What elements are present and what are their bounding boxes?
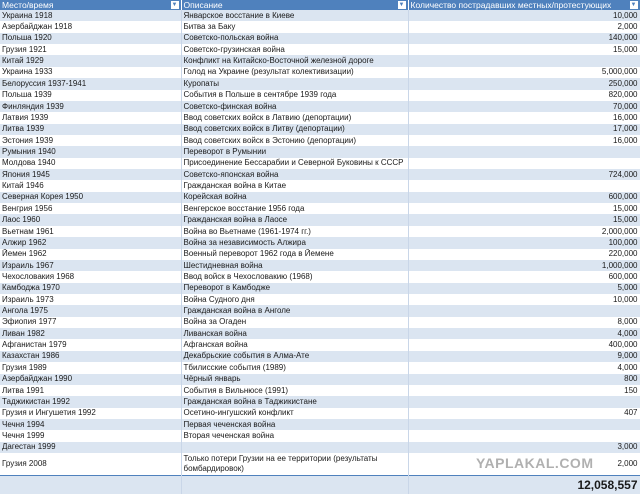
cell-place-time[interactable]: Литва 1991 — [0, 385, 181, 396]
cell-place-time[interactable]: Северная Корея 1950 — [0, 192, 181, 203]
cell-description[interactable]: Первая чеченская война — [181, 419, 408, 430]
cell-count[interactable]: 2,000 — [408, 453, 640, 476]
cell-place-time[interactable]: Венгрия 1956 — [0, 203, 181, 214]
cell-description[interactable]: Ливанская война — [181, 328, 408, 339]
table-row — [0, 260, 640, 271]
cell-count[interactable]: 15,000 — [408, 214, 640, 225]
cell-place-time[interactable]: Азербайджан 1918 — [0, 21, 181, 32]
header-count-label: Количество пострадавших местных/протестующих — [410, 0, 612, 10]
cell-description[interactable]: Война за независимость Алжира — [181, 237, 408, 248]
cell-place-time[interactable]: Дагестан 1999 — [0, 442, 181, 453]
total-empty-cell[interactable] — [0, 476, 181, 495]
table-row — [0, 67, 640, 78]
cell-description[interactable]: Декабрьские события в Алма-Ате — [181, 351, 408, 362]
cell-place-time[interactable]: Азербайджан 1990 — [0, 374, 181, 385]
cell-description[interactable]: Война во Вьетнаме (1961-1974 гг.) — [181, 226, 408, 237]
header-row — [0, 0, 640, 10]
cell-place-time[interactable]: Лаос 1960 — [0, 214, 181, 225]
cell-description[interactable]: Переворот в Камбодже — [181, 283, 408, 294]
cell-count[interactable]: 16,000 — [408, 112, 640, 123]
cell-description[interactable]: Ввод советских войск в Литву (депортации) — [181, 124, 408, 135]
cell-place-time[interactable]: Грузия и Ингушетия 1992 — [0, 408, 181, 419]
cell-description[interactable]: Война Судного дня — [181, 294, 408, 305]
header-count[interactable] — [408, 0, 640, 10]
watermark: YAPLAKAL.COM — [476, 455, 594, 471]
cell-place-time[interactable]: Грузия 2008 — [0, 453, 181, 476]
cell-place-time[interactable]: Чечня 1994 — [0, 419, 181, 430]
cell-count[interactable]: 3,000 — [408, 442, 640, 453]
cell-place-time[interactable]: Китай 1946 — [0, 180, 181, 191]
cell-place-time[interactable]: Грузия 1989 — [0, 362, 181, 373]
cell-count[interactable]: 800 — [408, 374, 640, 385]
table-row — [0, 169, 640, 180]
cell-count[interactable] — [408, 158, 640, 169]
table-row — [0, 283, 640, 294]
cell-place-time[interactable]: Вьетнам 1961 — [0, 226, 181, 237]
cell-count[interactable] — [408, 55, 640, 66]
table-row — [0, 294, 640, 305]
table-row — [0, 203, 640, 214]
cell-place-time[interactable]: Финляндия 1939 — [0, 101, 181, 112]
cell-count[interactable]: 820,000 — [408, 90, 640, 101]
table-row — [0, 226, 640, 237]
total-value[interactable]: 12,058,557 — [408, 476, 640, 495]
cell-place-time[interactable]: Молдова 1940 — [0, 158, 181, 169]
cell-place-time[interactable]: Казахстан 1986 — [0, 351, 181, 362]
cell-description[interactable]: Гражданская война в Китае — [181, 180, 408, 191]
table-row — [0, 385, 640, 396]
cell-description[interactable]: Тбилисские события (1989) — [181, 362, 408, 373]
table-row — [0, 90, 640, 101]
cell-description[interactable]: Гражданская война в Анголе — [181, 305, 408, 316]
cell-description[interactable]: Советско-грузинская война — [181, 44, 408, 55]
cell-count[interactable]: 724,000 — [408, 169, 640, 180]
cell-place-time[interactable]: Эфиопия 1977 — [0, 317, 181, 328]
table-row — [0, 44, 640, 55]
table-row — [0, 249, 640, 260]
cell-description[interactable]: Гражданская война в Лаосе — [181, 214, 408, 225]
table-row — [0, 55, 640, 66]
table-row — [0, 419, 640, 430]
total-empty-cell[interactable] — [181, 476, 408, 495]
cell-description[interactable]: Корейская война — [181, 192, 408, 203]
filter-dropdown-icon[interactable]: ▼ — [398, 2, 405, 8]
table-row — [0, 135, 640, 146]
cell-count[interactable]: 8,000 — [408, 317, 640, 328]
cell-place-time[interactable]: Польша 1920 — [0, 33, 181, 44]
cell-description[interactable]: Вторая чеченская война — [181, 430, 408, 441]
filter-dropdown-icon[interactable]: ▼ — [630, 2, 637, 8]
cell-count[interactable] — [408, 396, 640, 407]
cell-count[interactable]: 4,000 — [408, 362, 640, 373]
cell-place-time[interactable]: Китай 1929 — [0, 55, 181, 66]
cell-count[interactable]: 70,000 — [408, 101, 640, 112]
cell-count[interactable] — [408, 180, 640, 191]
cell-place-time[interactable]: Йемен 1962 — [0, 249, 181, 260]
table-row — [0, 180, 640, 191]
cell-description[interactable]: Ввод войск в Чехословакию (1968) — [181, 271, 408, 282]
table-row — [0, 430, 640, 441]
table-row — [0, 351, 640, 362]
table-row — [0, 112, 640, 123]
table-row — [0, 214, 640, 225]
cell-description[interactable] — [181, 442, 408, 453]
table-row — [0, 146, 640, 157]
cell-count[interactable]: 4,000 — [408, 328, 640, 339]
cell-description[interactable]: События в Вильнюсе (1991) — [181, 385, 408, 396]
cell-count[interactable]: 250,000 — [408, 78, 640, 89]
cell-description[interactable]: Ввод советских войск в Латвию (депортации) — [181, 112, 408, 123]
cell-count[interactable]: 9,000 — [408, 351, 640, 362]
cell-description[interactable]: Только потери Грузии на ее территории (результаты бомбардировок) — [181, 453, 408, 476]
cell-place-time[interactable]: Эстония 1939 — [0, 135, 181, 146]
cell-count[interactable]: 15,000 — [408, 203, 640, 214]
cell-description[interactable]: Советско-польская война — [181, 33, 408, 44]
cell-place-time[interactable]: Алжир 1962 — [0, 237, 181, 248]
cell-count[interactable]: 407 — [408, 408, 640, 419]
cell-count[interactable]: 150 — [408, 385, 640, 396]
table-row — [0, 271, 640, 282]
table-row — [0, 237, 640, 248]
cell-count[interactable] — [408, 419, 640, 430]
cell-place-time[interactable]: Израиль 1973 — [0, 294, 181, 305]
filter-dropdown-icon[interactable]: ▼ — [171, 2, 178, 8]
cell-place-time[interactable]: Израиль 1967 — [0, 260, 181, 271]
table-row — [0, 374, 640, 385]
cell-count[interactable]: 1,000,000 — [408, 260, 640, 271]
cell-place-time[interactable]: Афганистан 1979 — [0, 339, 181, 350]
table-row — [0, 328, 640, 339]
cell-place-time[interactable]: Грузия 1921 — [0, 44, 181, 55]
cell-place-time[interactable]: Белоруссия 1937-1941 — [0, 78, 181, 89]
cell-count[interactable]: 10,000 — [408, 10, 640, 21]
cell-count[interactable]: 10,000 — [408, 294, 640, 305]
cell-count[interactable] — [408, 146, 640, 157]
table-row — [0, 408, 640, 419]
table-row — [0, 192, 640, 203]
table-row — [0, 396, 640, 407]
cell-description[interactable]: Присоединение Бессарабии и Северной Буковины к СССР — [181, 158, 408, 169]
cell-count[interactable] — [408, 305, 640, 316]
cell-place-time[interactable]: Латвия 1939 — [0, 112, 181, 123]
cell-description[interactable]: Война за Огаден — [181, 317, 408, 328]
table-row — [0, 21, 640, 32]
cell-count[interactable]: 400,000 — [408, 339, 640, 350]
cell-count[interactable]: 16,000 — [408, 135, 640, 146]
cell-place-time[interactable]: Ангола 1975 — [0, 305, 181, 316]
cell-place-time[interactable]: Украина 1933 — [0, 67, 181, 78]
cell-description[interactable]: Конфликт на Китайско-Восточной железной дороге — [181, 55, 408, 66]
cell-place-time[interactable]: Чехословакия 1968 — [0, 271, 181, 282]
cell-place-time[interactable]: Таджикистан 1992 — [0, 396, 181, 407]
cell-place-time[interactable]: Румыния 1940 — [0, 146, 181, 157]
cell-description[interactable]: Советско-японская война — [181, 169, 408, 180]
table-row — [0, 317, 640, 328]
header-description-label: Описание — [183, 0, 223, 10]
cell-description[interactable]: Осетино-ингушский конфликт — [181, 408, 408, 419]
cell-place-time[interactable]: Чечня 1999 — [0, 430, 181, 441]
cell-place-time[interactable]: Литва 1939 — [0, 124, 181, 135]
table-row — [0, 101, 640, 112]
table-row — [0, 158, 640, 169]
header-place-time[interactable] — [0, 0, 181, 10]
header-place-time-label: Место/время — [2, 0, 54, 10]
cell-count[interactable]: 140,000 — [408, 33, 640, 44]
table-row — [0, 305, 640, 316]
cell-count[interactable]: 600,000 — [408, 271, 640, 282]
cell-description[interactable]: Голод на Украине (результат колективизации) — [181, 67, 408, 78]
cell-count[interactable]: 600,000 — [408, 192, 640, 203]
cell-place-time[interactable]: Украина 1918 — [0, 10, 181, 21]
cell-description[interactable]: Переворот в Румынии — [181, 146, 408, 157]
header-description[interactable] — [181, 0, 408, 10]
cell-description[interactable]: Ввод советских войск в Эстонию (депортации) — [181, 135, 408, 146]
cell-description[interactable]: Шестидневная война — [181, 260, 408, 271]
cell-place-time[interactable]: Польша 1939 — [0, 90, 181, 101]
table-row — [0, 362, 640, 373]
cell-count[interactable]: 2,000,000 — [408, 226, 640, 237]
cell-count[interactable]: 5,000,000 — [408, 67, 640, 78]
cell-description[interactable]: Советско-финская война — [181, 101, 408, 112]
cell-description[interactable]: Январское восстание в Киеве — [181, 10, 408, 21]
table-body — [0, 10, 640, 494]
cell-count[interactable]: 220,000 — [408, 249, 640, 260]
table-row — [0, 339, 640, 350]
cell-description[interactable]: Афганская война — [181, 339, 408, 350]
total-row — [0, 476, 640, 495]
cell-description[interactable]: Куропаты — [181, 78, 408, 89]
cell-place-time[interactable]: Камбоджа 1970 — [0, 283, 181, 294]
cell-place-time[interactable]: Ливан 1982 — [0, 328, 181, 339]
cell-count[interactable]: 100,000 — [408, 237, 640, 248]
cell-description[interactable]: Битва за Баку — [181, 21, 408, 32]
cell-place-time[interactable]: Япония 1945 — [0, 169, 181, 180]
cell-description[interactable]: События в Польше в сентябре 1939 года — [181, 90, 408, 101]
cell-description[interactable]: Венгерское восстание 1956 года — [181, 203, 408, 214]
cell-count[interactable]: 17,000 — [408, 124, 640, 135]
cell-count[interactable]: 5,000 — [408, 283, 640, 294]
table-row — [0, 124, 640, 135]
cell-count[interactable]: 2,000 — [408, 21, 640, 32]
cell-count[interactable]: 15,000 — [408, 44, 640, 55]
cell-description[interactable]: Гражданская война в Таджикистане — [181, 396, 408, 407]
cell-description[interactable]: Военный переворот 1962 года в Йемене — [181, 249, 408, 260]
cell-description[interactable]: Чёрный январь — [181, 374, 408, 385]
cell-count[interactable] — [408, 430, 640, 441]
table-row — [0, 442, 640, 453]
table-row — [0, 33, 640, 44]
table-row — [0, 10, 640, 21]
table-row — [0, 78, 640, 89]
